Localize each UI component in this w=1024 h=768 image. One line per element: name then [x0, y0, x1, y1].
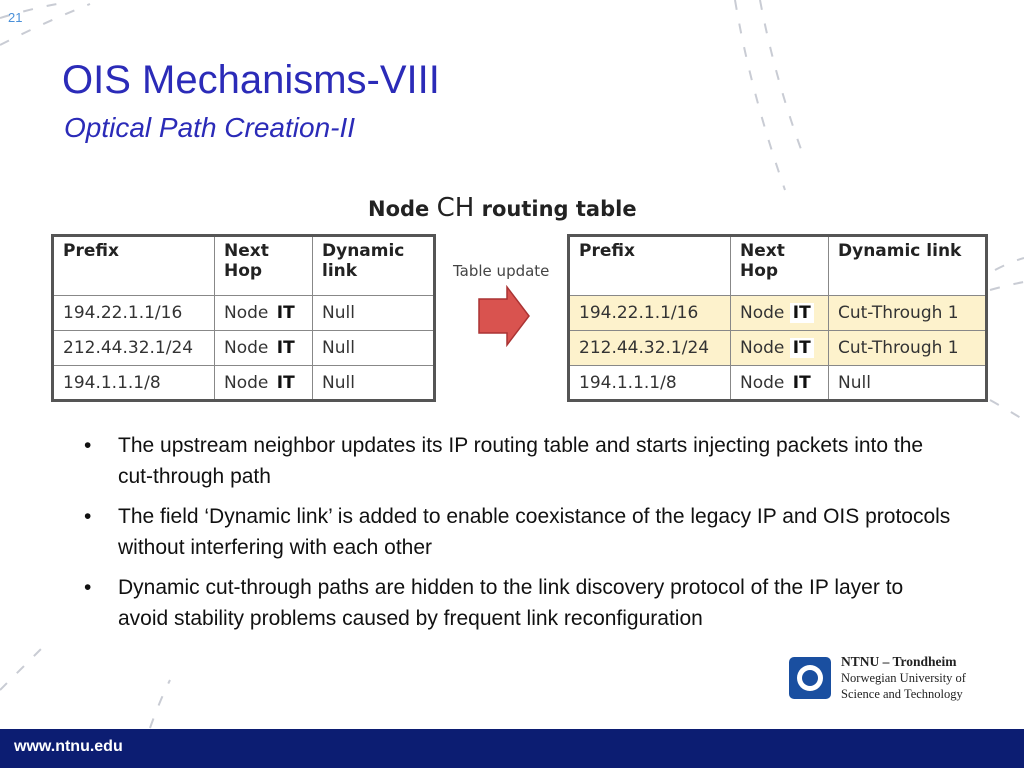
cell-next-hop — [215, 331, 313, 366]
cell-dynamic-link: Null — [313, 366, 435, 401]
hop-id: IT — [790, 338, 814, 358]
hop-word: Node — [224, 372, 269, 393]
hop-id: IT — [790, 373, 814, 393]
header-dynamic-link: Dynamic link — [313, 236, 435, 296]
header-next-hop: Next Hop — [731, 236, 829, 296]
list-item — [78, 572, 958, 634]
table-row — [569, 366, 987, 401]
cell-prefix: 194.1.1.1/8 — [53, 366, 215, 401]
table-row — [53, 366, 435, 401]
bullet-icon: • — [84, 434, 92, 457]
header-next-hop: Next Hop — [215, 236, 313, 296]
figure-title-suffix: routing table — [481, 197, 637, 221]
cell-next-hop — [731, 366, 829, 401]
hop-id: IT — [274, 338, 298, 358]
hop-word: Node — [224, 303, 269, 323]
header-dynamic-link: Dynamic link — [829, 236, 987, 296]
cell-dynamic-link: Null — [313, 296, 435, 331]
table-row — [53, 296, 435, 331]
table-header-row — [569, 236, 987, 296]
bullet-text: The field ‘Dynamic link’ is added to enable coexistance of the legacy IP and OIS protocols without interfering with each other — [118, 505, 951, 559]
hop-id: IT — [790, 303, 814, 323]
figure-title-prefix: Node — [368, 197, 430, 221]
bullet-text: Dynamic cut-through paths are hidden to the link discovery protocol of the IP layer to avoid stability problems caused by frequent link reconfiguration — [118, 576, 904, 630]
table-row — [53, 331, 435, 366]
page-number: 21 — [8, 10, 23, 25]
hop-word: Node — [740, 338, 785, 358]
cell-prefix: 194.22.1.1/16 — [569, 296, 731, 331]
figure-title — [368, 193, 637, 223]
figure-title-node: CH — [436, 193, 475, 223]
cell-prefix: 194.1.1.1/8 — [569, 366, 731, 401]
logo-line-3: Science and Technology — [841, 687, 963, 701]
logo-line-1: NTNU – Trondheim — [841, 654, 957, 669]
hop-word: Node — [740, 372, 785, 393]
cell-next-hop — [215, 366, 313, 401]
cell-prefix: 212.44.32.1/24 — [569, 331, 731, 366]
list-item — [78, 501, 958, 563]
footer-bar — [0, 729, 1024, 768]
table-row-highlighted — [569, 331, 987, 366]
right-arrow-icon — [477, 285, 531, 347]
table-update-label: Table update — [453, 262, 550, 280]
hop-id: IT — [274, 373, 298, 393]
cell-next-hop — [731, 331, 829, 366]
hop-id: IT — [274, 303, 298, 323]
page-title: OIS Mechanisms-VIII — [62, 58, 440, 102]
hop-word: Node — [224, 338, 269, 358]
cell-next-hop — [215, 296, 313, 331]
bullet-text: The upstream neighbor updates its IP routing table and starts injecting packets into the cut-through path — [118, 434, 924, 488]
cell-prefix: 194.22.1.1/16 — [53, 296, 215, 331]
cell-dynamic-link: Null — [313, 331, 435, 366]
cell-dynamic-link: Null — [829, 366, 987, 401]
institution-logo-text — [841, 654, 966, 702]
header-prefix: Prefix — [53, 236, 215, 296]
page-subtitle: Optical Path Creation-II — [64, 112, 356, 143]
routing-table-before — [51, 234, 436, 402]
bullet-list — [78, 430, 958, 643]
bullet-icon: • — [84, 505, 92, 528]
cell-dynamic-link: Cut-Through 1 — [829, 296, 987, 331]
logo-line-2: Norwegian University of — [841, 671, 966, 685]
ntnu-logo-icon — [789, 657, 831, 699]
routing-table-after — [567, 234, 988, 402]
table-row-highlighted — [569, 296, 987, 331]
cell-prefix: 212.44.32.1/24 — [53, 331, 215, 366]
list-item — [78, 430, 958, 492]
cell-next-hop — [731, 296, 829, 331]
header-prefix: Prefix — [569, 236, 731, 296]
hop-word: Node — [740, 303, 785, 323]
footer-url-link[interactable]: www.ntnu.edu — [14, 738, 123, 755]
table-header-row — [53, 236, 435, 296]
cell-dynamic-link: Cut-Through 1 — [829, 331, 987, 366]
bullet-icon: • — [84, 576, 92, 599]
